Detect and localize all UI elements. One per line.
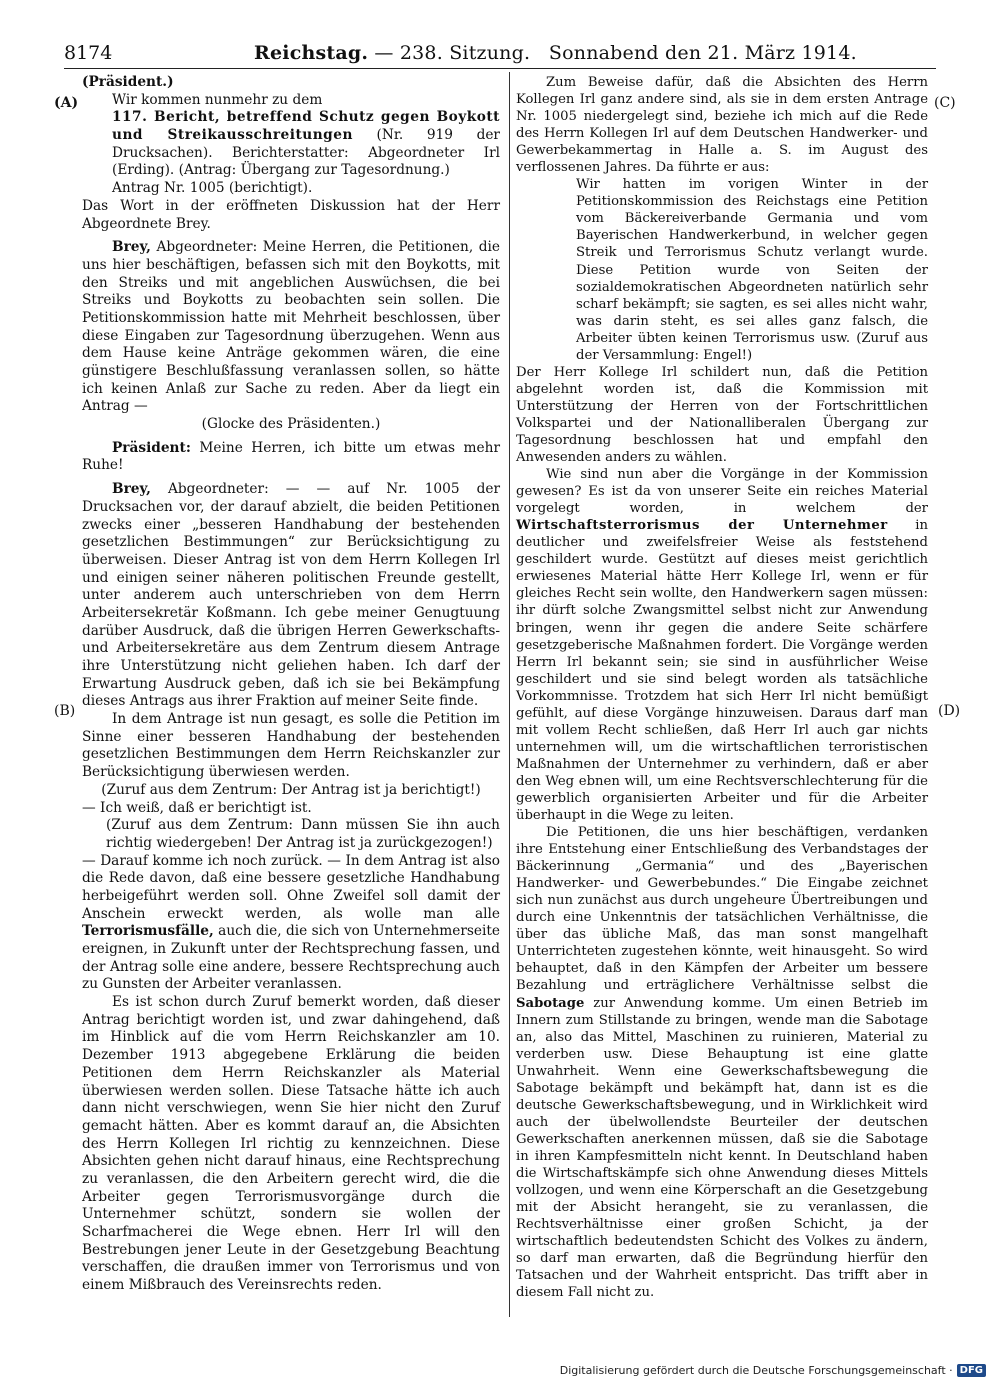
running-title-date: — 238. Sitzung. Sonnabend den 21. März 1914.: [368, 42, 857, 64]
speech-text: Meine Herren, ich bitte um etwas mehr Ruhe!: [82, 439, 500, 474]
paragraph-vorgaenge: [516, 466, 928, 824]
emphasis-wirtschaftsterrorismus: Wirtschaftsterrorismus der Unternehmer: [516, 518, 888, 534]
speaker-name: Präsident:: [112, 439, 191, 456]
agenda-item-title: 117. Bericht, betreffend Schutz gegen Boykott und Streikausschreitungen: [112, 109, 500, 144]
left-column: [82, 74, 500, 1295]
speech-brey-1: [82, 239, 500, 416]
agenda-intro: Wir kommen nunmehr zu dem: [112, 91, 323, 108]
emphasis-sabotage: Sabotage: [516, 995, 585, 1011]
agenda-item: [82, 109, 500, 180]
paragraph-zuruf: Es ist schon durch Zuruf bemerkt worden, daß dieser Antrag berichtigt worden ist, und zwar dahingehend, daß im Hinblick auf die vom Herrn Reichskanzler am 10. Dezember 1913 abgegebene Erklärung die beiden Petitionen dem Herrn Reichskanzler als Material überwiesen werden sollen. Diese Tatsache hätte ich auch dann nicht verschwiegen, wenn Sie hier nicht den Zuruf gemacht hätten. Aber es kommt darauf an, die Absichten des Herrn Kollegen Irl richtig zu kennzeichnen. Diese Absichten gehen nicht darauf hinaus, eine Rechtsprechung zu veranlassen, die den Arbeitern gerecht wird, die die Arbeiter gegen Terrorismusvorgänge durch die Unternehmer schützt, sondern sie wollen der Scharfmacherei die Wege ebnen. Herr Irl will den Bestrebungen jener Leute in der Gesetzgebung Beachtung verschaffen, die draußen immer von Terrorismus und von einem Mißbrauch des Vereinsrechts reden.: [82, 994, 500, 1294]
paragraph-beweis: Zum Beweise dafür, daß die Absichten des Herrn Kollegen Irl ganz andere sind, als sie in dem ersten Antrage Nr. 1005 niedergelegt sind, beziehe ich mich auf die Rede des Herrn Kollegen Irl auf dem Deutschen Handwerker- und Gewerbekammertag in Halle a. S. im August des verflossenen Jahres. Da führte er aus:: [516, 75, 928, 176]
margin-mark-c: (C): [934, 95, 956, 111]
speaker-tag-praesident: (Präsident.): [82, 74, 174, 90]
footer-credit: [560, 1364, 986, 1377]
interjection-zuruf-2: (Zuruf aus dem Zentrum: Dann müssen Sie ihn auch richtig wiedergeben! Der Antrag ist ja zurückgezogen!): [106, 817, 500, 851]
running-title-reichstag: Reichstag.: [254, 42, 369, 64]
right-column: [516, 74, 928, 1301]
text-run: auch die, die sich von Unternehmerseite ereignen, in Zukunft unter der Rechtsprechung fassen, und der Antrag solle eine andere, bessere Rechtsprechung auch zu Gunsten der Arbeiter veranlassen.: [82, 923, 500, 993]
margin-mark-d: (D): [938, 703, 961, 719]
speech-text: Abgeordneter: — — auf Nr. 1005 der Drucksachen vor, der darauf abzielt, die beiden Petitionen zwecks einer „besseren Handhabung der bestehenden gesetzlichen Bestimmungen“ zur Berücksichtigung zu überweisen. Dieser Antrag ist von dem Herrn Kollegen Irl und einigen seiner näheren politischen Freunde gestellt, unter anderem auch unterschrieben von dem Herrn Arbeitersekretär Koßmann. Ich gebe meiner Genugtuung darüber Ausdruck, daß die übrigen Herren Gewerkschafts- und Arbeitersekretäre aus dem Zentrum diesem Antrage ihre Unterstützung nicht geliehen haben. Ich darf der Erwartung Ausdruck geben, daß ich sie bei Bekämpfung dieses Antrags aus ihrer Fraktion auf meiner Seite finde.: [82, 481, 500, 710]
paragraph-darauf: [82, 853, 500, 995]
quotation-irl: Wir hatten im vorigen Winter in der Petitionskommission des Reichstags eine Petition vom Bäckereiverbande Germania und vom Bayerischen Handwerkerbund, in welcher gegen Streik und Terrorismus Schutz verlangt wurde. Diese Petition wurde von Seiten der sozialdemokratischen Abgeordneten natürlich sehr scharf bekämpft; sie sagten, es sei alles nicht wahr, was darin steht, es sei alles ganz falsch, die Arbeiter übten keinen Terrorismus usw. (Zuruf aus der Versammlung: Engel!): [576, 177, 928, 363]
paragraph-petitionen: [516, 824, 928, 1301]
header-rule: [64, 68, 936, 69]
text-run: in deutlicher und zweifelsfreier Weise als feststehend geschildert wurde. Gestützt auf dieses meist gerichtlich erwiesenes Material hätte Herr Kollege Irl, wenn er für gleiches Recht sein wollte, den Handwerkern sagen müssen: ihr dürft solche Zwangsmittel selbst nicht zur Anwendung bringen, wenn ihr gegen die andere Seite schärfere gesetzgeberische Maßnahmen fordert. Die Vorgänge werden Herrn Irl bekannt sein; sie sind in ausführlicher Weise geschildert und sie sind belegt worden als tatsächliche Vorkommnisse. Trotzdem hat sich Herr Irl nicht bemüßigt gefühlt, auf diese Vorgänge hinzuweisen. Daraus darf man mit vollem Recht schließen, daß Herr Irl auch gar nichts unternehmen will, um die wirtschaftlichen terroristischen Maßnahmen der Unternehmer zu verhindern, daß er aber den Weg ebnen will, um eine Rechtsverschlechterung für die gewerblich organisierten Arbeiter und für die Arbeiter überhaupt in die Wege zu leiten.: [516, 518, 929, 824]
speech-brey-2: [82, 481, 500, 711]
emphasis-terrorismusfaelle: Terrorismusfälle,: [82, 923, 214, 940]
margin-mark-a: (A): [54, 95, 79, 111]
text-run: Die Petitionen, die uns hier beschäftigen, verdanken ihre Entstehung einer Entschließung des Verbandstages der Bäckerinnung „Germania“ und des „Bayerischen Handwerker- und Gewerbebundes.“ Die Eingabe zeichnet sich nun zunächst aus durch ungeheure Übertreibungen und durch eine Unkenntnis der tatsächlichen Verhältnisse, die über das übliche Maß, das man sonst mangelhaft Unterrichteten zugestehen könnte, weit hinausgeht. So wird behauptet, daß in den Kämpfen der Arbeiter um bessere Bezahlung und erträglichere Verhältnisse selbst die: [516, 825, 928, 994]
speech-praesident: [82, 440, 500, 475]
speaker-name: Brey,: [112, 481, 151, 498]
footer-text: Digitalisierung gefördert durch die Deutsche Forschungsgemeinschaft ·: [559, 1364, 953, 1377]
dfg-logo-icon: DFG: [957, 1364, 986, 1377]
speech-text: Abgeordneter: Meine Herren, die Petitionen, die uns hier beschäftigen, befassen sich mit den Boykotts, mit den Streiks und mit angeblichen Auswüchsen, die bei Streiks und Boykotts zu beobachten sein sollen. Die Petitionskommission hatte mit Mehrheit beschlossen, über diese Eingaben zur Tagesordnung überzugehen. Wenn aus dem Hause keine Anträge gekommen wären, die eine günstigere Beschlußfassung veranlassen sollen, so hätte ich keinen Anlaß zur Sache zu reden. Aber da liegt ein Antrag —: [82, 239, 500, 415]
running-title: [254, 42, 857, 64]
paragraph-schildert: Der Herr Kollege Irl schildert nun, daß die Petition abgelehnt worden ist, daß die Kommission mit Unterstützung der Herren von der Fortschrittlichen Volkspartei und der Nationalliberalen Übergang zur Tagesordnung beschlossen hat und empfahl den Anwesenden anders zu wählen.: [516, 364, 928, 466]
reply-weiss: — Ich weiß, daß er berichtigt ist.: [82, 799, 312, 816]
margin-mark-b: (B): [54, 703, 76, 719]
floor-given: Das Wort in der eröffneten Diskussion hat der Herr Abgeordnete Brey.: [82, 197, 500, 232]
column-divider: [509, 72, 510, 1317]
paragraph-antrag: In dem Antrage ist nun gesagt, es solle die Petition im Sinne einer besseren Handhabung der bestehenden gesetzlichen Bestimmungen dem Herrn Reichskanzler zur Berücksichtigung überwiesen werden.: [82, 711, 500, 781]
text-run: Wie sind nun aber die Vorgänge in der Kommission gewesen? Es ist da von unserer Seite ein reiches Material vorgelegt worden, in welchem der: [516, 467, 928, 517]
page-number: 8174: [64, 42, 113, 64]
interjection-glocke: (Glocke des Präsidenten.): [201, 416, 381, 433]
interjection-zuruf-1: (Zuruf aus dem Zentrum: Der Antrag ist ja berichtigt!): [101, 781, 481, 798]
speaker-name: Brey,: [112, 239, 151, 256]
agenda-antrag: Antrag Nr. 1005 (berichtigt).: [112, 180, 313, 197]
text-run: — Darauf komme ich noch zurück. — In dem Antrag ist also die Rede davon, daß eine bessere gesetzliche Handhabung herbeigeführt werden soll. Ohne Zweifel soll damit der Anschein erweckt werden, als wolle man alle: [82, 852, 500, 922]
agenda-item-details: (Nr. 919 der Drucksachen). Berichterstatter: Abgeordneter Irl (Erding). (Antrag: Übergang zur Tagesordnung.): [112, 127, 500, 179]
text-run: zur Anwendung komme. Um einen Betrieb im Innern zum Stillstande zu bringen, wende man die Sabotage an, also das Mittel, Maschinen zu ruinieren, Material zu verderben usw. Diese Behauptung ist eine glatte Unwahrheit. Wenn eine Gewerkschaftsbewegung die Sabotage bekämpft und bekämpft hat, dann ist es die deutsche Gewerkschaftsbewegung, und in Wirklichkeit wird auch der übelwollendste Beurteiler der deutschen Gewerkschaften anerkennen müssen, daß sie die Sabotage in ihren Kampfesmitteln nicht kennt. In Deutschland haben die Wirtschaftskämpfe sich ohne Anwendung dieses Mittels vollzogen, und wenn eine Körperschaft an die Gesetzgebung mit der Absicht herangeht, sie zu veranlassen, die Rechtsverhältnisse einer großen Schicht, ja der wirtschaftlich bedeutendsten Schicht des Volkes zu ändern, so darf man erwarten, daß die Begründung hierfür den Tatsachen und der Wahrheit entspricht. Das trifft aber in diesem Fall nicht zu.: [516, 995, 928, 1301]
